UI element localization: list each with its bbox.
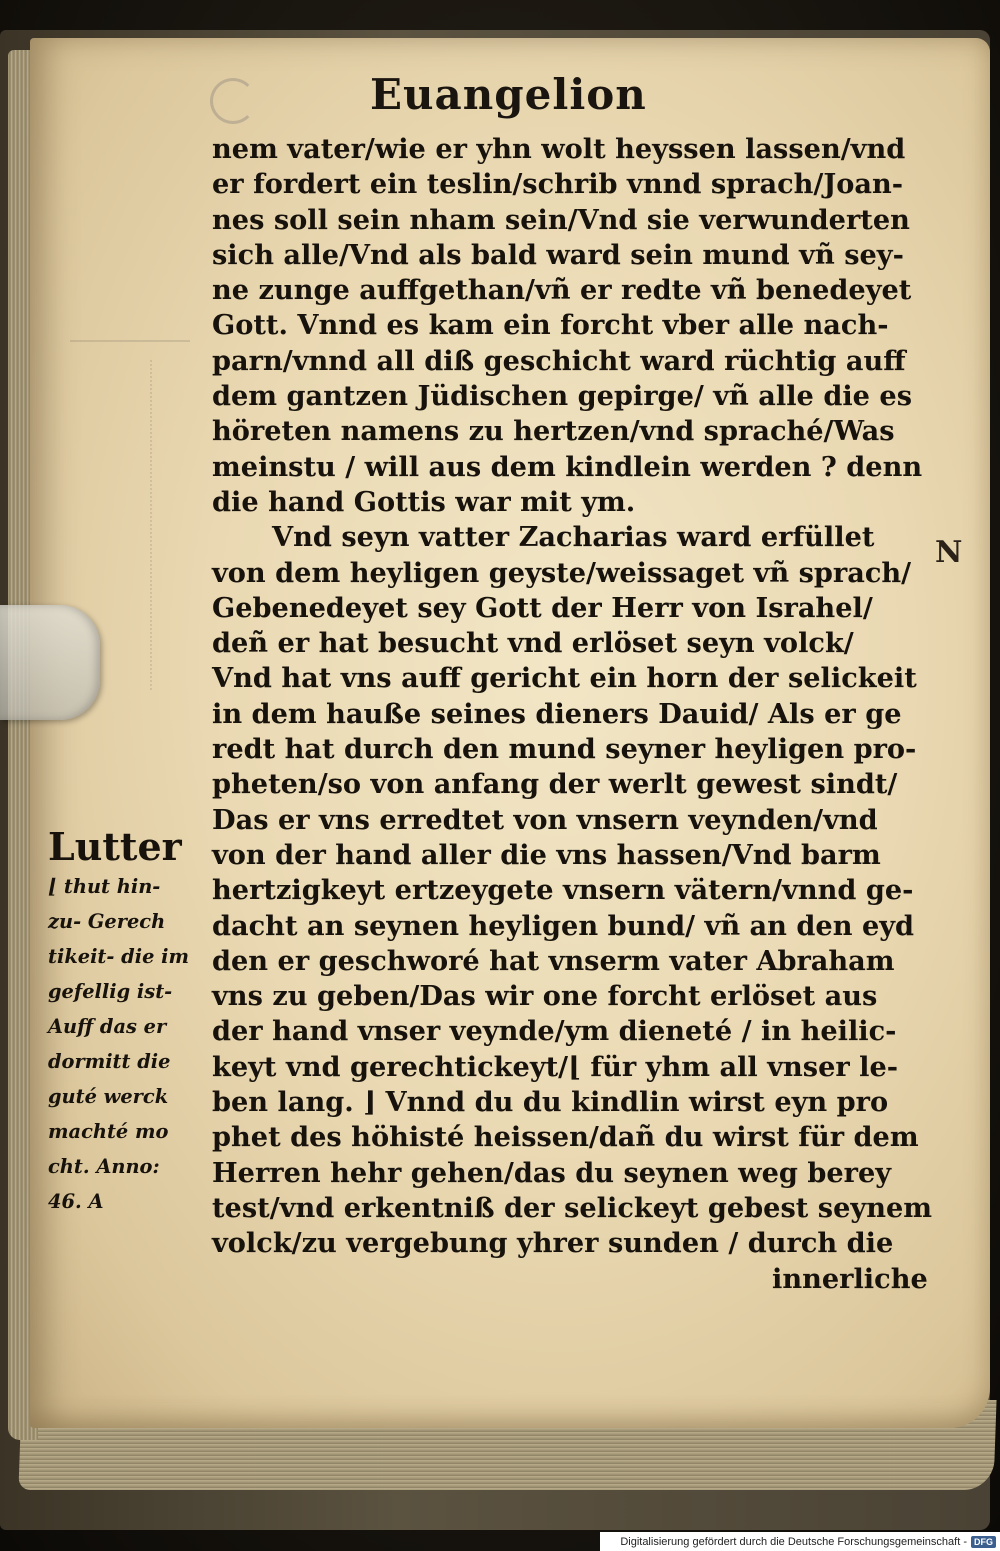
text-line: die hand Gottis war mit ym. bbox=[212, 485, 636, 518]
text-line: Gott. Vnnd es kam ein forcht vber alle nach- bbox=[212, 309, 889, 342]
side-mark: N bbox=[935, 535, 963, 570]
body-text bbox=[212, 132, 942, 1297]
marginal-note-line: dormitt die bbox=[48, 1049, 171, 1073]
text-line: ben lang. ⌋ Vnnd du du kindlin wirst eyn pro bbox=[212, 1086, 889, 1119]
text-line: von dem heyligen geyste/weissaget vñ sprach/ bbox=[212, 556, 912, 589]
marginal-note-line: tikeit- die im bbox=[48, 944, 190, 968]
page-clip-icon bbox=[0, 605, 100, 720]
text-line: keyt vnd gerechtickeyt/⌊ für yhm all vnser le- bbox=[212, 1050, 899, 1083]
marginal-note-line: ⌊ thut hin- bbox=[48, 874, 161, 898]
text-line: Das er vns erredtet von vnsern veynden/vnd bbox=[212, 803, 878, 836]
text-line: dem gantzen Jüdischen gepirge/ vñ alle die es bbox=[212, 380, 913, 413]
text-line: parn/vnnd all diß geschicht ward rüchtig auff bbox=[212, 344, 906, 377]
show-through-mark bbox=[70, 300, 190, 342]
text-line: hertzigkeyt ertzeygete vnsern vätern/vnnd ge- bbox=[212, 874, 914, 907]
circle-stamp-icon bbox=[210, 78, 256, 124]
marginal-note-line: cht. Anno: bbox=[48, 1154, 160, 1178]
marginal-note-line: zu- Gerech bbox=[48, 909, 166, 933]
text-line: Vnd hat vns auff gericht ein horn der selickeit bbox=[212, 662, 917, 695]
footer-credit: Digitalisierung gefördert durch die Deutsche Forschungsgemeinschaft - bbox=[620, 1535, 967, 1548]
marginal-note-line: machté mo bbox=[48, 1119, 169, 1143]
text-line: sich alle/Vnd als bald ward sein mund vñ sey- bbox=[212, 238, 904, 271]
marginal-note-line: guté werck bbox=[48, 1084, 169, 1108]
text-line: dacht an seynen heyligen bund/ vñ an den eyd bbox=[212, 909, 915, 942]
text-line: ne zunge auffgethan/vñ er redte vñ benedeyet bbox=[212, 274, 912, 307]
text-line: meinstu / will aus dem kindlein werden ? denn bbox=[212, 450, 923, 483]
text-line: vns zu geben/Das wir one forcht erlöset aus bbox=[212, 980, 878, 1013]
text-line: innerliche bbox=[772, 1262, 928, 1295]
marginal-note-lines bbox=[48, 869, 208, 1219]
text-line: höreten namens zu hertzen/vnd spraché/Was bbox=[212, 415, 895, 448]
dfg-logo-icon: DFG bbox=[971, 1536, 996, 1548]
text-line: den er geschworé hat vnserm vater Abraham bbox=[212, 944, 895, 977]
text-line: Gebenedeyet sey Gott der Herr von Israhel/ bbox=[212, 591, 873, 624]
marginal-note-line: Auff das er bbox=[48, 1014, 167, 1038]
text-line: pheten/so von anfang der werlt gewest sindt/ bbox=[212, 768, 898, 801]
text-line: nem vater/wie er yhn wolt heyssen lassen/vnd bbox=[212, 133, 906, 165]
page-heading: Euangelion bbox=[370, 70, 647, 119]
text-line: deñ er hat besucht vnd erlöset seyn volck/ bbox=[212, 627, 854, 660]
marginal-note-head: Lutter bbox=[48, 824, 182, 869]
marginal-note-line: gefellig ist- bbox=[48, 979, 173, 1003]
text-line: volck/zu vergebung yhrer sunden / durch die bbox=[212, 1227, 894, 1260]
text-line: der hand vnser veynde/ym dieneté / in heilic- bbox=[212, 1015, 897, 1048]
text-line: phet des höhisté heissen/dañ du wirst für dem bbox=[212, 1121, 919, 1154]
text-line: von der hand aller die vns hassen/Vnd barm bbox=[212, 838, 881, 871]
marginal-note-line: 46. A bbox=[48, 1189, 104, 1213]
marginal-note bbox=[48, 825, 208, 1219]
text-line: nes soll sein nham sein/Vnd sie verwunderten bbox=[212, 203, 910, 236]
text-line: in dem hauße seines dieners Dauid/ Als er ge bbox=[212, 697, 902, 730]
text-line: Herren hehr gehen/das du seynen weg berey bbox=[212, 1156, 892, 1189]
text-line: redt hat durch den mund seyner heyligen pro- bbox=[212, 733, 917, 766]
footer-bar bbox=[600, 1532, 1000, 1551]
text-line: Vnd seyn vatter Zacharias ward erfüllet bbox=[272, 521, 875, 554]
text-line: er fordert ein teslin/schrib vnnd sprach/Joan- bbox=[212, 168, 903, 201]
text-line: test/vnd erkentniß der selickeyt gebest seynem bbox=[212, 1191, 933, 1224]
show-through-mark bbox=[150, 360, 197, 690]
